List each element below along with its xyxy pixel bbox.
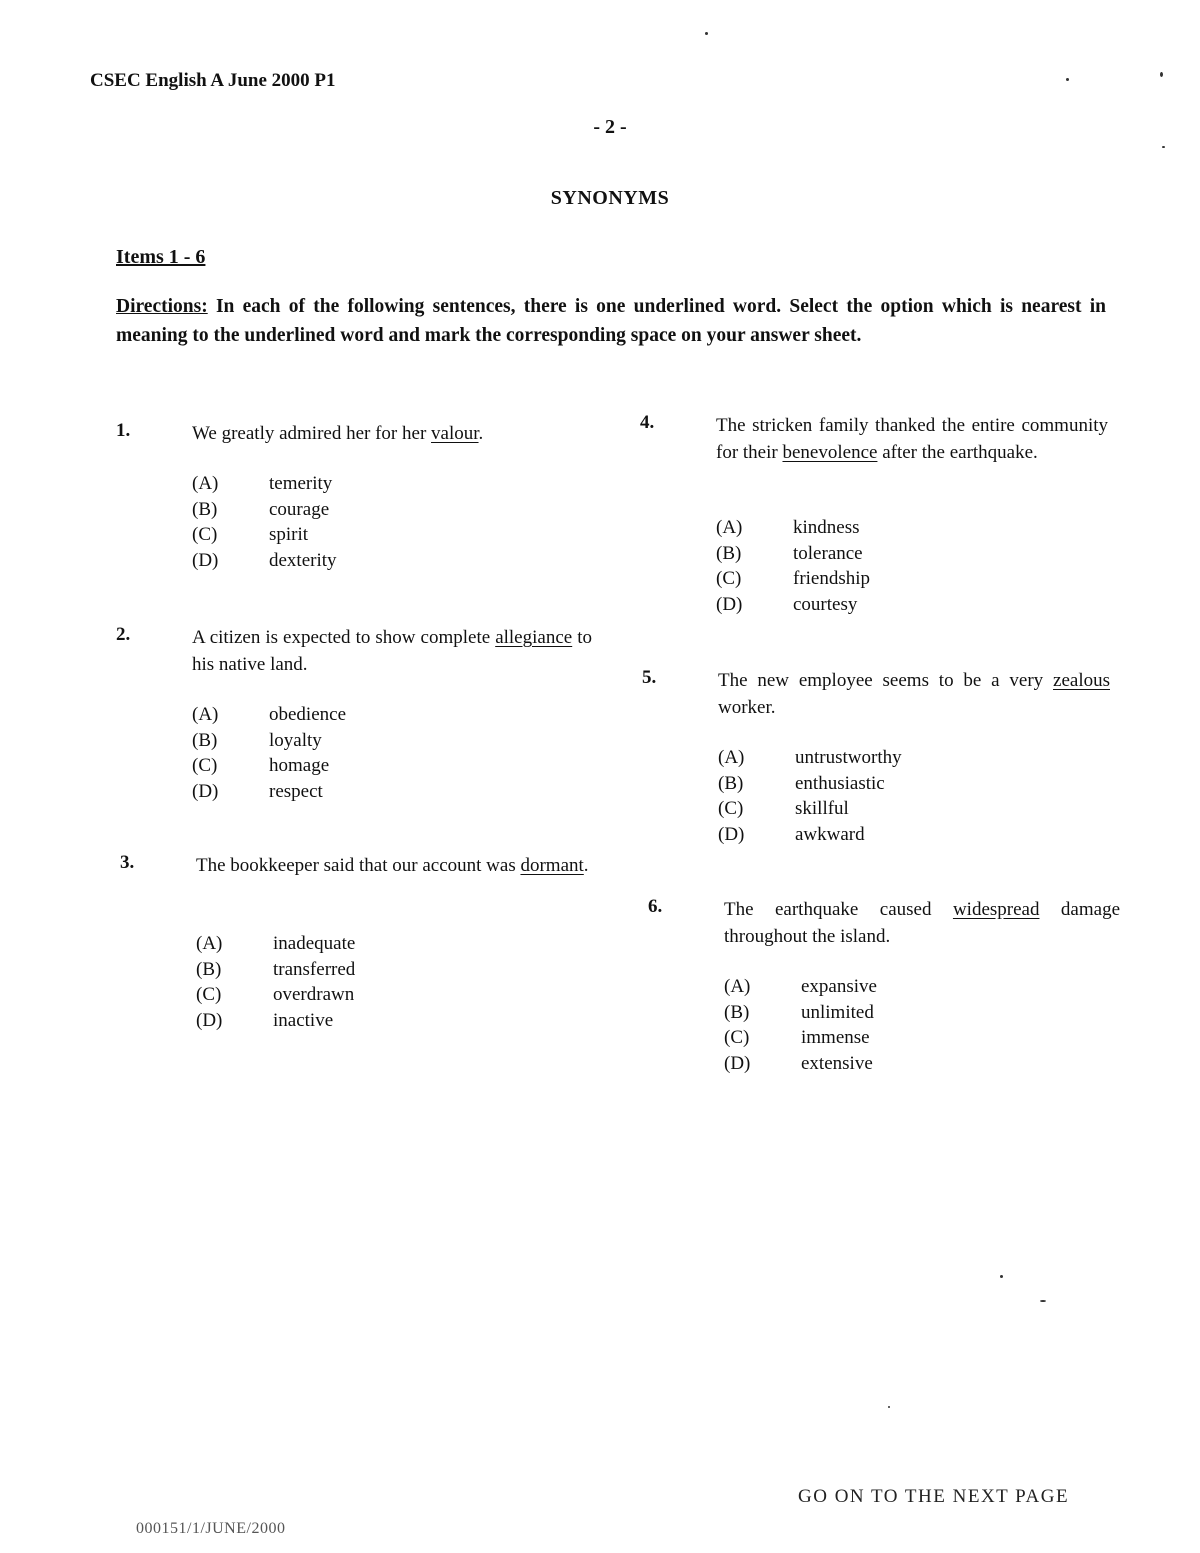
stem-text: A citizen is expected to show complete [192, 627, 496, 648]
option-list [196, 931, 355, 1033]
option-b [192, 728, 346, 754]
option-text: awkward [795, 823, 865, 845]
question-number: 2. [116, 624, 131, 645]
option-letter: (C) [192, 755, 218, 776]
scan-speck [1000, 1275, 1003, 1278]
question-stem [724, 896, 1120, 950]
page-number: - 2 - [593, 116, 627, 138]
option-letter: (B) [724, 1001, 750, 1023]
option-text: homage [269, 755, 330, 776]
option-letter: (A) [718, 747, 745, 768]
option-list [718, 745, 902, 847]
option-letter: (D) [196, 1009, 223, 1031]
option-text: kindness [793, 517, 860, 538]
option-letter: (A) [724, 976, 751, 997]
option-text: unlimited [801, 1001, 874, 1023]
stem-text: The bookkeeper said that our account was [196, 855, 521, 876]
stem-text: damage throughout the island. [724, 899, 1120, 947]
stem-text: The new employee seems to be a very [718, 670, 1054, 691]
question-stem [716, 412, 1108, 466]
question-number: 5. [642, 667, 657, 688]
option-list [724, 974, 877, 1076]
option-letter: (D) [192, 780, 219, 802]
option-letter: (D) [716, 593, 743, 615]
question-stem [192, 624, 592, 678]
section-title: SYNONYMS [550, 187, 670, 209]
option-a [724, 974, 877, 1000]
stem-text: after the earthquake. [877, 442, 1038, 463]
option-text: inadequate [273, 933, 356, 954]
option-list [192, 471, 337, 573]
option-c [724, 1025, 877, 1051]
option-b [724, 1000, 877, 1026]
option-text: immense [801, 1027, 870, 1048]
option-a [716, 515, 870, 541]
option-text: dexterity [269, 549, 337, 571]
option-letter: (B) [192, 729, 218, 751]
option-a [192, 702, 346, 728]
items-label: Items 1 - 6 [116, 246, 206, 268]
underlined-word: benevolence [782, 442, 878, 463]
stem-text: The stricken family thanked the entire community for their [716, 415, 1108, 463]
option-text: enthusiastic [795, 772, 885, 794]
stem-text: The earthquake caused [724, 899, 953, 920]
option-d [716, 592, 870, 618]
option-text: spirit [269, 524, 309, 545]
scan-speck [888, 1406, 890, 1408]
option-letter: (C) [192, 524, 218, 545]
option-letter: (D) [724, 1052, 751, 1074]
option-letter: (D) [718, 823, 745, 845]
stem-text: . [478, 423, 484, 444]
next-page-notice: GO ON TO THE NEXT PAGE [798, 1486, 1070, 1507]
option-c [196, 982, 355, 1008]
option-d [192, 779, 346, 805]
option-list [192, 702, 346, 804]
option-text: temerity [269, 473, 333, 494]
directions-label: Directions: [116, 296, 208, 317]
question-stem [196, 852, 596, 879]
option-text: expansive [801, 976, 877, 997]
option-text: friendship [793, 568, 871, 589]
option-text: loyalty [269, 729, 322, 751]
option-letter: (B) [718, 772, 744, 794]
option-letter: (B) [196, 958, 222, 980]
option-letter: (C) [724, 1027, 750, 1048]
option-list [716, 515, 870, 617]
option-a [192, 471, 337, 497]
option-text: transferred [273, 958, 356, 980]
question-number: 4. [640, 412, 655, 433]
option-letter: (B) [716, 542, 742, 564]
option-a [718, 745, 902, 771]
option-text: untrustworthy [795, 747, 902, 768]
option-d [724, 1051, 877, 1077]
option-letter: (A) [716, 517, 743, 538]
question-stem [718, 667, 1110, 721]
document-code: 000151/1/JUNE/2000 [136, 1520, 286, 1537]
underlined-word: widespread [952, 899, 1040, 920]
question-number: 6. [648, 896, 663, 917]
directions-text: In each of the following sentences, there is one underlined word. Select the option which is nearest in meaning to the underlined word and mark the corresponding space on your answer sheet. [116, 296, 1106, 346]
option-text: respect [269, 780, 323, 802]
question-number: 1. [116, 420, 131, 441]
option-text: courage [269, 498, 330, 520]
stem-text: We greatly admired her for her [192, 423, 432, 444]
option-letter: (A) [196, 933, 223, 954]
underlined-word: dormant [520, 855, 584, 876]
scan-speck [1162, 146, 1165, 148]
option-c [192, 522, 337, 548]
option-c [192, 753, 346, 779]
stem-text: worker. [718, 697, 776, 718]
option-c [716, 566, 870, 592]
underlined-word: allegiance [495, 627, 573, 648]
option-d [192, 548, 337, 574]
option-letter: (B) [192, 498, 218, 520]
scan-speck [1040, 1300, 1046, 1302]
option-letter: (D) [192, 549, 219, 571]
scan-speck [1160, 72, 1163, 77]
directions [116, 292, 1106, 350]
underlined-word: valour [431, 423, 479, 444]
option-b [716, 541, 870, 567]
question-number: 3. [120, 852, 135, 873]
scan-speck [1066, 78, 1069, 81]
underlined-word: zealous [1053, 670, 1110, 691]
exam-header: CSEC English A June 2000 P1 [90, 70, 336, 91]
option-c [718, 796, 902, 822]
option-d [718, 822, 902, 848]
option-b [192, 497, 337, 523]
stem-text: . [583, 855, 589, 876]
question-stem [192, 420, 592, 447]
option-text: courtesy [793, 593, 858, 615]
scan-speck [705, 32, 708, 35]
option-text: tolerance [793, 542, 863, 564]
option-d [196, 1008, 355, 1034]
option-letter: (C) [196, 984, 222, 1005]
option-letter: (C) [718, 798, 744, 819]
option-a [196, 931, 355, 957]
option-b [718, 771, 902, 797]
option-text: extensive [801, 1052, 873, 1074]
option-letter: (A) [192, 704, 219, 725]
option-text: obedience [269, 704, 347, 725]
option-letter: (C) [716, 568, 742, 589]
stem-text: to his native land. [192, 627, 593, 675]
option-text: overdrawn [273, 984, 355, 1005]
option-letter: (A) [192, 473, 219, 494]
option-text: skillful [795, 798, 849, 819]
option-b [196, 957, 355, 983]
option-text: inactive [273, 1009, 334, 1031]
